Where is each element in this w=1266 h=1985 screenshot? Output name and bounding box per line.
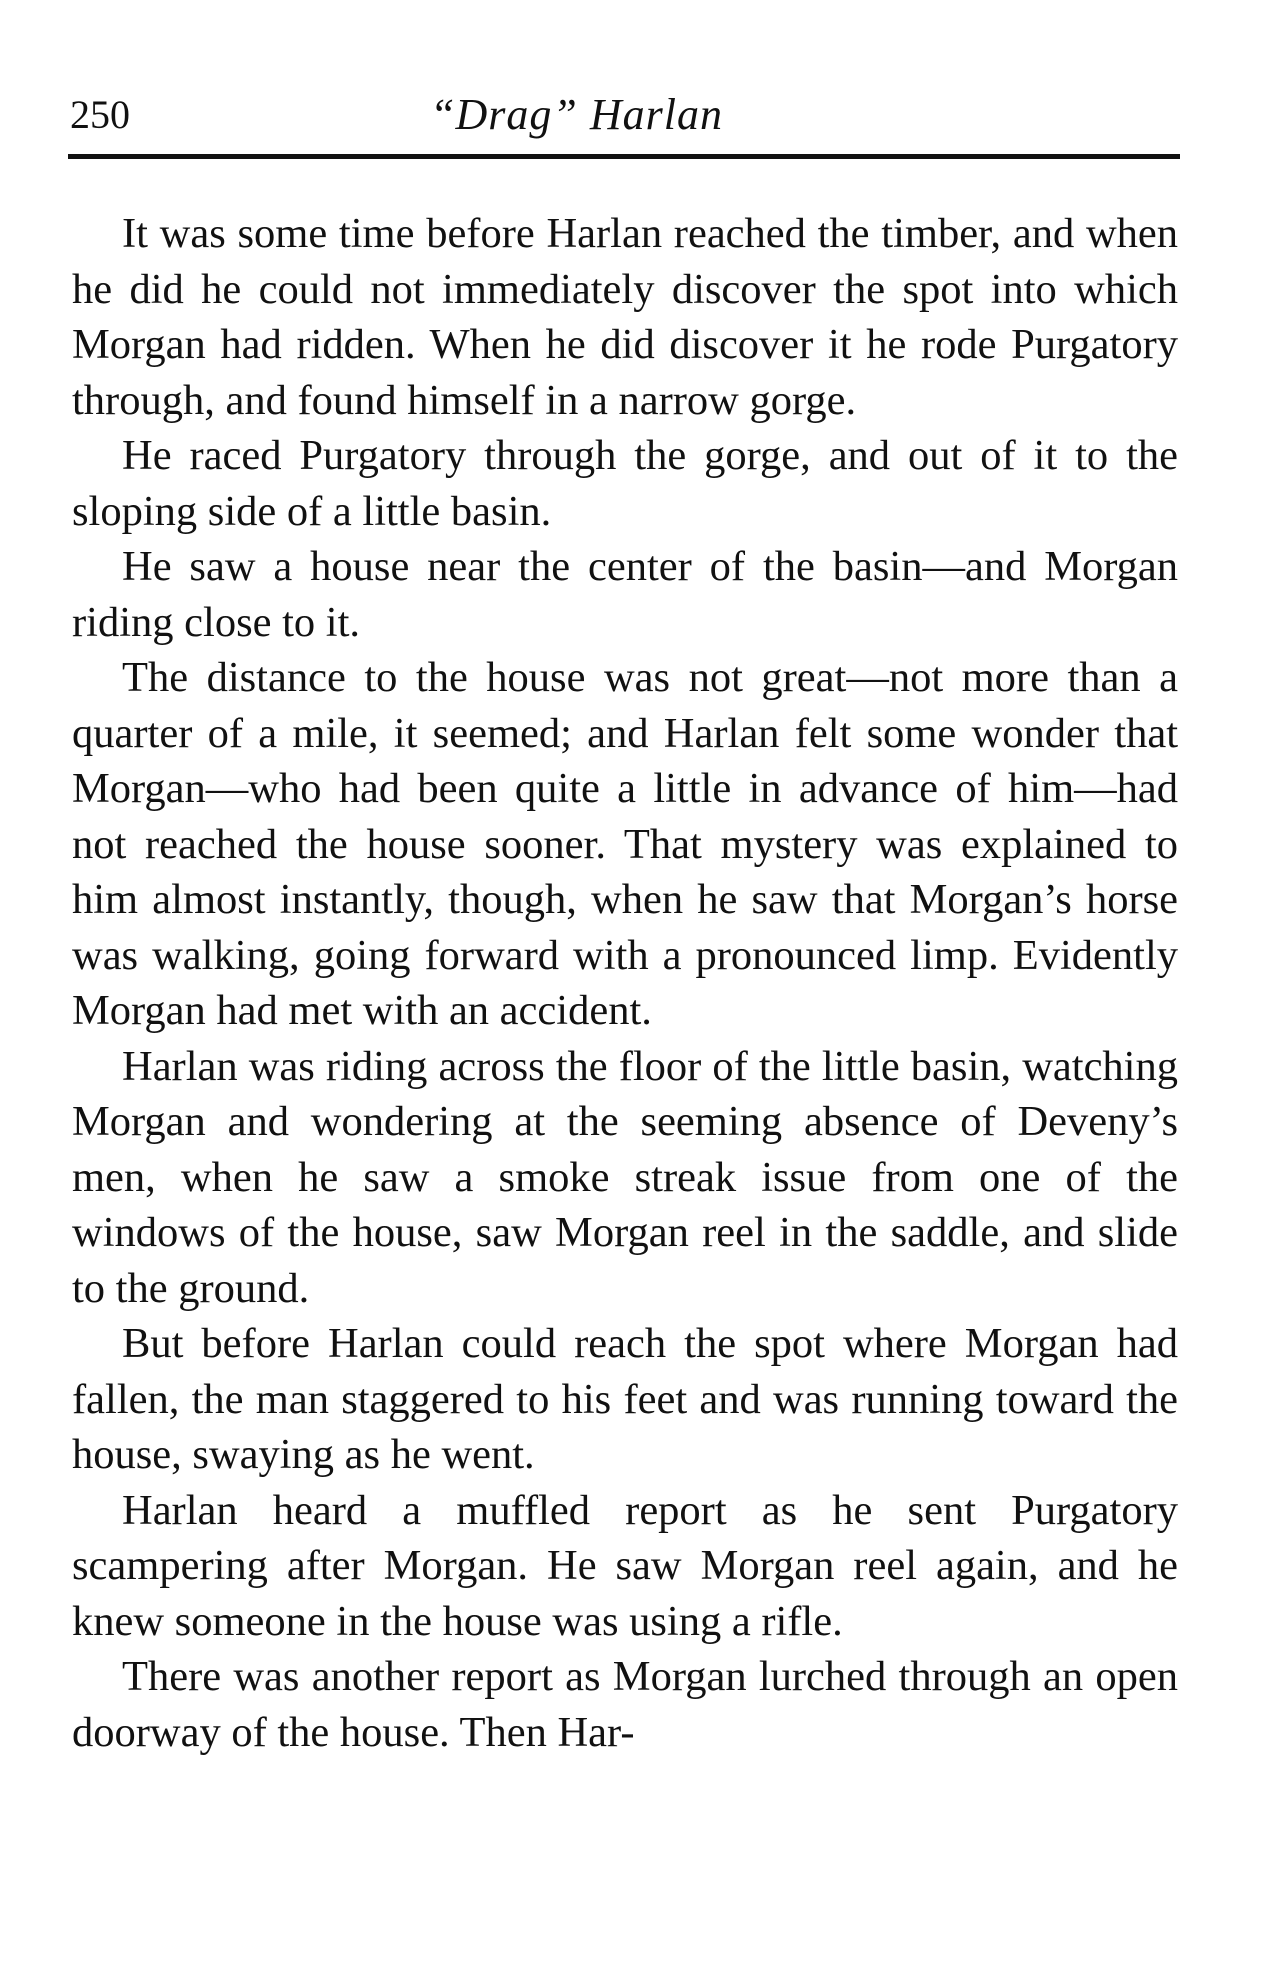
header-rule bbox=[68, 154, 1180, 159]
paragraph: He raced Purgatory through the gorge, and out of it to the sloping side of a little basin. bbox=[72, 432, 1178, 535]
paragraph: The distance to the house was not great—not more than a quarter of a mile, it seemed; and Harlan felt some wonder that Morgan—who had been quite a little in advance of him—had not reached the house sooner. That mystery was explained to him almost instantly, though, when he saw that Morgan’s horse was walking, going forward with a pronounced limp. Evidently Morgan had met with an accident. bbox=[72, 654, 1178, 1034]
paragraph: But before Harlan could reach the spot where Morgan had fallen, the man staggered to his feet and was running toward the house, swaying as he went. bbox=[72, 1320, 1178, 1478]
paragraph: Harlan heard a muffled report as he sent Purgatory scampering after Morgan. He saw Morgan reel again, and he knew someone in the house was using a rifle. bbox=[72, 1486, 1178, 1645]
page-number: 250 bbox=[70, 92, 130, 137]
body-text bbox=[72, 206, 1178, 1760]
page-header bbox=[70, 90, 1180, 150]
running-title: “Drag” Harlan bbox=[430, 90, 723, 139]
paragraph: It was some time before Harlan reached the timber, and when he did he could not immediately discover the spot into which Morgan had ridden. When he did discover it he rode Purgatory through, and found himself in a narrow gorge. bbox=[72, 210, 1178, 424]
paragraph: Harlan was riding across the floor of the little basin, watching Morgan and wondering at the seeming absence of Deveny’s men, when he saw a smoke streak issue from one of the windows of the house, saw Morgan reel in the saddle, and slide to the ground. bbox=[72, 1042, 1178, 1312]
paragraph: He saw a house near the center of the basin—and Morgan riding close to it. bbox=[72, 543, 1178, 646]
paragraph: There was another report as Morgan lurched through an open doorway of the house. Then Har- bbox=[72, 1653, 1178, 1756]
